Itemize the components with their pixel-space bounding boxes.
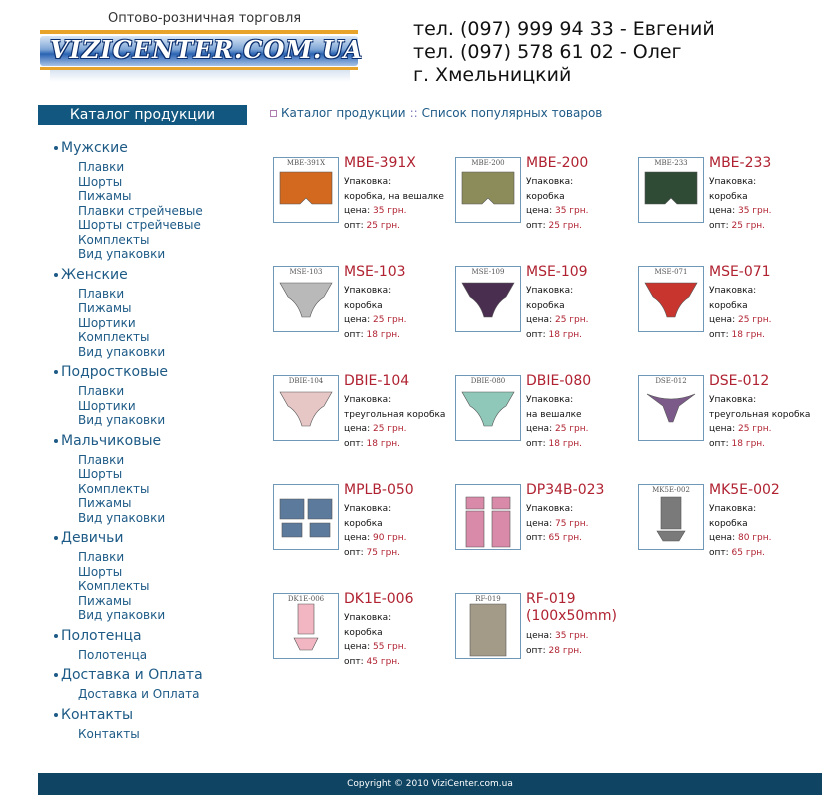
sidebar-subitems: [78, 648, 254, 663]
product-thumbnail[interactable]: [455, 593, 521, 659]
price-line: [526, 422, 588, 437]
price-line-value: 35 грн.: [372, 206, 407, 216]
packaging-value: коробка: [344, 300, 383, 311]
sidebar-subitem[interactable]: Комплекты: [78, 232, 150, 247]
packaging-line: [526, 502, 588, 517]
thumbnail-code: MSE-103: [289, 268, 323, 276]
wholesale-line-label: опт:: [344, 656, 364, 667]
sidebar-subitems: [78, 287, 254, 360]
city-line: г. Хмельницкий: [413, 64, 572, 86]
wholesale-line: [344, 328, 406, 343]
wholesale-line-label: опт:: [344, 547, 364, 558]
sidebar-category[interactable]: [54, 139, 254, 157]
sidebar-category-label: Женские: [61, 266, 128, 283]
price-line-value: 25 грн.: [554, 315, 589, 325]
price-line-label: цена:: [709, 315, 736, 325]
contact-info: [413, 18, 715, 87]
product-name-link[interactable]: [709, 155, 771, 172]
price-line: [709, 531, 771, 546]
product-info: [526, 175, 588, 233]
wholesale-line-label: опт:: [709, 438, 729, 449]
product-name-link[interactable]: [344, 155, 416, 172]
product-card[interactable]: [638, 266, 818, 366]
product-image: [639, 485, 703, 549]
product-image: [639, 267, 703, 331]
product-thumbnail[interactable]: [638, 266, 704, 332]
packaging-value: коробка: [344, 627, 383, 638]
price-line: [709, 422, 810, 437]
product-image: [456, 376, 520, 440]
price-line-label: цена:: [709, 533, 736, 543]
bullet-icon: [54, 439, 58, 443]
sidebar-category-label: Контакты: [61, 706, 134, 723]
sidebar-category-label: Полотенца: [61, 627, 142, 644]
product-name-link[interactable]: [709, 373, 769, 390]
product-card[interactable]: [273, 266, 453, 366]
sidebar-category[interactable]: [54, 266, 254, 284]
product-image: [274, 485, 338, 549]
thumbnail-code: MBE-233: [654, 159, 688, 167]
product-card[interactable]: [455, 484, 635, 584]
sidebar-subitems: [78, 687, 254, 702]
wholesale-line-label: опт:: [709, 547, 729, 558]
product-name-link[interactable]: [344, 591, 414, 608]
product-card[interactable]: [455, 157, 635, 257]
product-info: [526, 502, 588, 546]
wholesale-line-value: 18 грн.: [548, 329, 583, 340]
packaging-value: треугольная коробка: [709, 409, 811, 420]
product-code: MPLB-050: [344, 482, 414, 498]
price-line-label: цена:: [344, 642, 371, 652]
packaging-line-label: Упаковка:: [344, 504, 392, 514]
packaging-line: [709, 284, 771, 299]
product-info: [526, 629, 588, 658]
sidebar-subitem[interactable]: Плавки: [78, 160, 125, 174]
packaging-line: [344, 611, 406, 626]
product-card[interactable]: [273, 157, 453, 257]
sidebar-subitem[interactable]: Комплекты: [78, 579, 150, 593]
product-card[interactable]: [273, 593, 453, 693]
product-info: [344, 502, 406, 560]
product-image: [456, 267, 520, 331]
sidebar-subitems: [78, 160, 254, 262]
packaging-value: коробка: [526, 191, 565, 202]
product-name-link[interactable]: [344, 373, 409, 390]
breadcrumb-link-catalog[interactable]: Каталог продукции: [281, 106, 406, 120]
wholesale-line-value: 18 грн.: [366, 438, 401, 449]
packaging-value: коробка: [709, 300, 748, 311]
sidebar-subitem[interactable]: Вид упаковки: [78, 510, 166, 525]
bullet-icon: [54, 370, 58, 374]
packaging-line-label: Упаковка:: [344, 177, 392, 187]
packaging-line-label: Упаковка:: [344, 395, 392, 405]
price-line: [526, 517, 588, 532]
sidebar-category-label: Доставка и Оплата: [61, 667, 203, 683]
sidebar-subitem[interactable]: Вид упаковки: [78, 608, 166, 622]
sidebar-subitem[interactable]: Шорты стрейчевые: [78, 218, 201, 232]
product-code: MSE-071: [709, 264, 771, 280]
product-image: [274, 267, 338, 331]
price-line-value: 75 грн.: [554, 518, 589, 529]
wholesale-line-label: опт:: [526, 329, 546, 340]
product-image: [274, 158, 338, 222]
price-line-label: цена:: [709, 424, 736, 434]
wholesale-line-value: 18 грн.: [731, 329, 766, 340]
product-code: MBE-200: [526, 155, 589, 171]
logo-text: VIZICENTER.COM.UA: [50, 35, 364, 64]
wholesale-line: [709, 219, 771, 234]
packaging-value: коробка: [709, 518, 748, 529]
sidebar-subitem[interactable]: Доставка и Оплата: [78, 687, 200, 701]
product-name-link[interactable]: [709, 482, 780, 499]
product-code: DSE-012: [709, 373, 770, 389]
packaging-line-label: Упаковка:: [709, 395, 757, 405]
product-name-link[interactable]: [709, 264, 771, 281]
product-code: MBE-391X: [344, 155, 416, 171]
price-line-label: цена:: [344, 424, 371, 434]
wholesale-line: [526, 328, 588, 343]
sidebar-subitem[interactable]: Шорты: [78, 564, 123, 579]
sidebar-category[interactable]: [54, 432, 254, 450]
product-code: DP34B-023: [526, 482, 605, 498]
wholesale-line-value: 65 грн.: [548, 533, 583, 543]
site-header: [0, 0, 833, 100]
product-code: DBIE-080: [526, 373, 592, 389]
sidebar-subitem[interactable]: Вид упаковки: [78, 247, 166, 261]
sidebar-subitem[interactable]: Плавки: [78, 384, 125, 398]
product-info: [709, 502, 771, 560]
packaging-line-label: Упаковка:: [526, 286, 574, 296]
product-thumbnail[interactable]: [273, 266, 339, 332]
packaging-line: [344, 284, 406, 299]
product-code: DBIE-104: [344, 373, 410, 389]
wholesale-line-value: 18 грн.: [548, 438, 583, 449]
tagline: Оптово-розничная торговля: [108, 11, 302, 26]
product-image: [274, 376, 338, 440]
price-line-label: цена:: [709, 206, 736, 216]
product-name-link[interactable]: [344, 264, 406, 281]
product-name-link[interactable]: [526, 155, 588, 172]
packaging-line: [526, 393, 588, 408]
sidebar-subitem[interactable]: Контакты: [78, 726, 140, 741]
product-name-link[interactable]: [526, 482, 604, 499]
product-info: [526, 393, 588, 451]
packaging-value: коробка, на вешалке: [344, 191, 444, 202]
sidebar-category[interactable]: [54, 363, 254, 381]
thumbnail-code: MBE-200: [471, 159, 505, 167]
packaging-line: [344, 502, 406, 517]
sidebar-subitems: [78, 727, 254, 742]
price-line-label: цена:: [526, 518, 553, 529]
price-line-value: 80 грн.: [737, 533, 772, 543]
product-info: [344, 393, 445, 451]
price-line: [344, 204, 444, 219]
wholesale-line: [709, 437, 810, 452]
price-line: [526, 313, 588, 328]
thumbnail-code: MSE-109: [471, 268, 505, 276]
product-card[interactable]: [455, 266, 635, 366]
product-thumbnail[interactable]: [273, 375, 339, 441]
bullet-icon: [54, 634, 58, 638]
sidebar-subitems: [78, 384, 254, 428]
product-code: MSE-109: [526, 264, 588, 280]
bullet-icon: [54, 536, 58, 540]
wholesale-line-value: 25 грн.: [548, 220, 583, 231]
sidebar-category-label: Мужские: [61, 140, 128, 156]
price-line: [526, 629, 588, 644]
site-logo[interactable]: [40, 30, 364, 82]
product-thumbnail[interactable]: [273, 157, 339, 223]
product-card[interactable]: [455, 375, 635, 475]
product-card[interactable]: [638, 375, 818, 475]
bullet-icon: [54, 146, 58, 150]
wholesale-line: [344, 546, 406, 561]
sidebar-subitem[interactable]: Комплекты: [78, 330, 150, 344]
product-info: [344, 175, 444, 233]
sidebar-subitem[interactable]: Вид упаковки: [78, 413, 166, 427]
packaging-line: [526, 284, 588, 299]
sidebar-category-label: Подростковые: [61, 364, 169, 380]
wholesale-line-label: опт:: [526, 533, 546, 543]
product-thumbnail[interactable]: [455, 157, 521, 223]
wholesale-line: [526, 219, 588, 234]
wholesale-line-label: опт:: [709, 220, 729, 231]
wholesale-line-label: опт:: [344, 438, 364, 449]
bullet-icon: [54, 673, 58, 677]
packaging-line-label: Упаковка:: [709, 286, 757, 296]
price-line-label: цена:: [526, 315, 553, 325]
wholesale-line: [526, 437, 588, 452]
thumbnail-code: DBIE-104: [288, 377, 324, 385]
sidebar-category-label: Девичьи: [61, 530, 124, 546]
wholesale-line: [344, 655, 406, 670]
product-card[interactable]: [455, 593, 635, 693]
price-line-label: цена:: [526, 206, 553, 216]
wholesale-line-value: 65 грн.: [731, 547, 766, 558]
thumbnail-code: MK5E-002: [652, 486, 690, 494]
wholesale-line-label: опт:: [709, 329, 729, 340]
phone-line-2: тел. (097) 578 61 02 - Олег: [413, 41, 682, 63]
price-line-label: цена:: [526, 424, 553, 434]
product-code: MBE-233: [709, 155, 772, 171]
sidebar-subitems: [78, 453, 254, 526]
packaging-value: на вешалке: [526, 409, 582, 420]
price-line: [344, 531, 406, 546]
price-line-value: 35 грн.: [737, 206, 772, 216]
product-thumbnail[interactable]: [455, 375, 521, 441]
product-info: [709, 393, 810, 451]
thumbnail-code: MBE-391X: [286, 159, 326, 167]
sidebar-subitems: [78, 550, 254, 623]
bullet-icon: [54, 713, 58, 717]
product-code: RF-019: [526, 591, 576, 607]
product-info: [709, 284, 771, 342]
thumbnail-code: DBIE-080: [470, 377, 506, 385]
wholesale-line-label: опт:: [344, 220, 364, 231]
price-line: [344, 640, 406, 655]
price-line: [709, 313, 771, 328]
product-image: [639, 158, 703, 222]
thumbnail-code: DSE-012: [655, 377, 687, 385]
sidebar-subitem[interactable]: Плавки: [78, 286, 125, 301]
product-thumbnail[interactable]: [638, 375, 704, 441]
sidebar-subitem[interactable]: Шортики: [78, 315, 136, 330]
product-image: [274, 594, 338, 658]
breadcrumb-square-icon: [270, 110, 277, 117]
price-line-label: цена:: [344, 206, 371, 216]
wholesale-line: [344, 437, 445, 452]
packaging-line-label: Упаковка:: [526, 177, 574, 187]
product-card[interactable]: [638, 157, 818, 257]
sidebar-subitem[interactable]: Пижамы: [78, 301, 132, 315]
price-line-label: цена:: [526, 631, 553, 641]
site-footer: Copyright © 2010 ViziCenter.com.ua: [38, 773, 822, 795]
wholesale-line-label: опт:: [526, 645, 546, 656]
breadcrumb-current[interactable]: Список популярных товаров: [421, 106, 603, 120]
packaging-line: [709, 502, 771, 517]
sidebar-subitem[interactable]: Шортики: [78, 398, 136, 413]
product-name-link[interactable]: [526, 264, 588, 281]
product-card[interactable]: [273, 375, 453, 475]
sidebar-category[interactable]: [54, 627, 254, 645]
breadcrumb: [270, 106, 602, 120]
price-line-label: цена:: [344, 533, 371, 543]
wholesale-line-value: 45 грн.: [366, 656, 401, 667]
packaging-value: коробка: [526, 300, 565, 311]
sidebar-category-label: Мальчиковые: [61, 432, 162, 449]
wholesale-line-value: 25 грн.: [366, 220, 401, 231]
product-thumbnail[interactable]: [455, 484, 521, 550]
wholesale-line-value: 18 грн.: [366, 329, 401, 340]
wholesale-line-value: 28 грн.: [548, 645, 583, 656]
wholesale-line-label: опт:: [526, 438, 546, 449]
product-image: [456, 594, 520, 658]
wholesale-line-value: 18 грн.: [731, 438, 766, 449]
packaging-line: [344, 393, 445, 408]
product-card[interactable]: [273, 484, 453, 584]
product-image: [639, 376, 703, 440]
packaging-line-label: Упаковка:: [344, 286, 392, 296]
product-size: (100x50mm): [526, 608, 618, 624]
packaging-value: треугольная коробка: [344, 409, 446, 420]
wholesale-line: [709, 328, 771, 343]
sidebar-subitem[interactable]: Вид упаковки: [78, 344, 166, 359]
product-code: MK5E-002: [709, 482, 780, 498]
price-line-value: 25 грн.: [737, 424, 772, 434]
packaging-line: [709, 393, 810, 408]
packaging-line-label: Упаковка:: [344, 613, 392, 623]
price-line-value: 25 грн.: [372, 315, 407, 325]
sidebar-nav: [54, 137, 254, 745]
product-thumbnail[interactable]: [273, 484, 339, 550]
price-line-value: 55 грн.: [372, 642, 407, 652]
product-name-link[interactable]: [526, 373, 591, 390]
wholesale-line: [344, 219, 444, 234]
thumbnail-code: DK1E-006: [287, 595, 325, 603]
sidebar-subitem[interactable]: Пижамы: [78, 593, 132, 608]
packaging-line: [344, 175, 444, 190]
thumbnail-code: MSE-071: [654, 268, 688, 276]
logo-stripe-top: [40, 30, 358, 34]
price-line-value: 35 грн.: [554, 631, 589, 641]
product-info: [709, 175, 771, 233]
price-line-value: 25 грн.: [737, 315, 772, 325]
packaging-value: коробка: [344, 518, 383, 529]
sidebar-category[interactable]: [54, 529, 254, 547]
packaging-line-label: Упаковка:: [709, 177, 757, 187]
packaging-value: коробка: [709, 191, 748, 202]
price-line: [344, 422, 445, 437]
product-name-link[interactable]: [344, 482, 414, 499]
sidebar-subitem[interactable]: Шорты: [78, 467, 123, 481]
wholesale-line-value: 25 грн.: [731, 220, 766, 231]
bullet-icon: [54, 273, 58, 277]
packaging-line: [526, 175, 588, 190]
breadcrumb-separator: ::: [409, 106, 418, 120]
price-line-value: 35 грн.: [554, 206, 589, 216]
wholesale-line-label: опт:: [344, 329, 364, 340]
product-card[interactable]: [638, 484, 818, 584]
price-line-value: 25 грн.: [372, 424, 407, 434]
product-info: [344, 284, 406, 342]
phone-line-1: тел. (097) 999 94 33 - Евгений: [413, 18, 715, 40]
product-thumbnail[interactable]: [638, 484, 704, 550]
product-image: [456, 485, 520, 549]
packaging-line-label: Упаковка:: [526, 504, 574, 514]
thumbnail-code: RF-019: [475, 595, 501, 603]
sidebar-category[interactable]: [54, 706, 254, 724]
sidebar-subitem[interactable]: Плавки стрейчевые: [78, 203, 203, 218]
product-name-link[interactable]: [526, 591, 617, 625]
product-thumbnail[interactable]: [638, 157, 704, 223]
wholesale-line: [526, 644, 588, 659]
packaging-line: [709, 175, 771, 190]
sidebar-subitem[interactable]: Шорты: [78, 174, 123, 189]
price-line-value: 90 грн.: [372, 533, 407, 543]
sidebar-subitem[interactable]: Полотенца: [78, 647, 148, 662]
product-code: DK1E-006: [344, 591, 414, 607]
sidebar-subitem[interactable]: Плавки: [78, 550, 125, 564]
packaging-line-label: Упаковка:: [526, 395, 574, 405]
packaging-line-label: Упаковка:: [709, 504, 757, 514]
price-line-value: 25 грн.: [554, 424, 589, 434]
sidebar-category[interactable]: [54, 666, 254, 684]
price-line-label: цена:: [344, 315, 371, 325]
sidebar-subitem[interactable]: Комплекты: [78, 481, 150, 496]
price-line: [526, 204, 588, 219]
product-info: [344, 611, 406, 669]
product-info: [526, 284, 588, 342]
product-thumbnail[interactable]: [455, 266, 521, 332]
wholesale-line-value: 75 грн.: [366, 547, 401, 558]
sidebar-title: Каталог продукции: [38, 105, 247, 125]
product-thumbnail[interactable]: [273, 593, 339, 659]
price-line: [344, 313, 406, 328]
logo-reflection: [50, 70, 350, 82]
wholesale-line: [709, 546, 771, 561]
sidebar-subitem[interactable]: Пижамы: [78, 189, 132, 203]
product-image: [456, 158, 520, 222]
product-code: MSE-103: [344, 264, 406, 280]
sidebar-subitem[interactable]: Плавки: [78, 452, 125, 467]
wholesale-line-label: опт:: [526, 220, 546, 231]
price-line: [709, 204, 771, 219]
wholesale-line: [526, 531, 588, 546]
sidebar-subitem[interactable]: Пижамы: [78, 496, 132, 510]
